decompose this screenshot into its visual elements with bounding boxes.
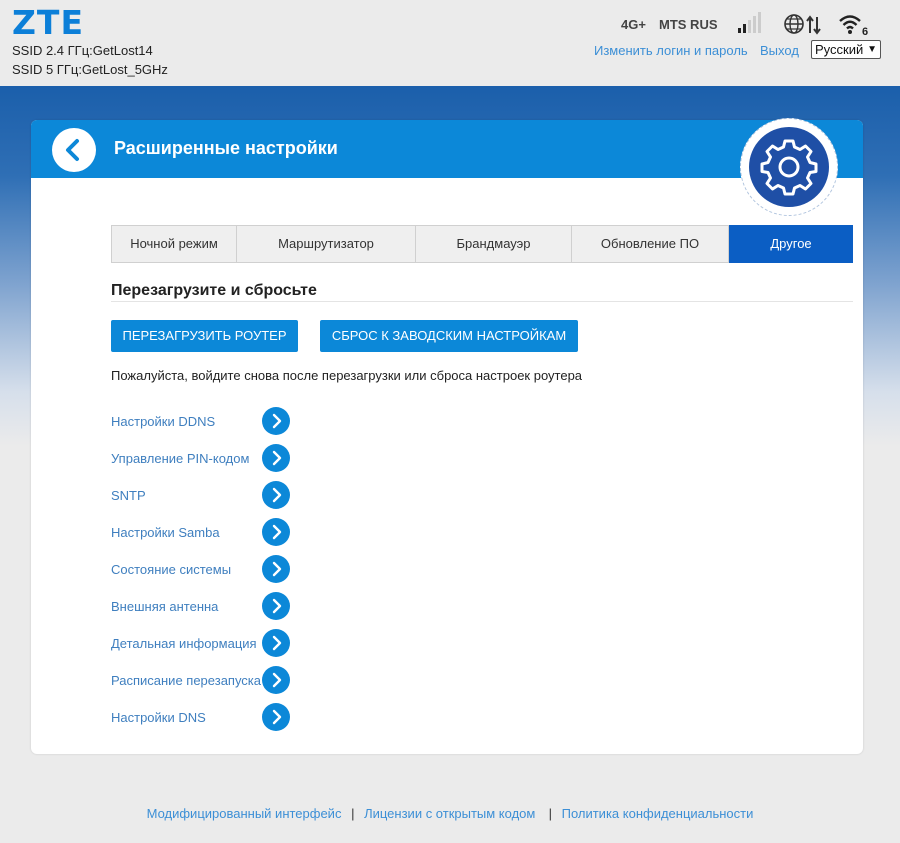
data-transfer-icon [807, 17, 820, 33]
tab-firewall[interactable]: Брандмауэр [415, 225, 572, 263]
logout-link[interactable]: Выход [760, 43, 799, 58]
back-arrow-icon [52, 128, 96, 172]
chevron-right-icon[interactable] [262, 703, 290, 731]
tab-other[interactable]: Другое [729, 225, 853, 263]
chevron-right-icon[interactable] [262, 555, 290, 583]
footer-separator: | [544, 806, 552, 821]
footer-separator: | [351, 806, 355, 821]
gear-circle [749, 127, 829, 207]
link-ddns-settings[interactable] [111, 407, 311, 435]
page-title: Расширенные настройки [114, 138, 338, 158]
link-label: Управление PIN-кодом [111, 451, 250, 466]
link-reboot-schedule[interactable] [111, 666, 311, 694]
chevron-right-icon[interactable] [262, 481, 290, 509]
link-samba-settings[interactable] [111, 518, 311, 546]
gear-badge [740, 118, 838, 216]
link-sntp[interactable] [111, 481, 311, 509]
reboot-router-button[interactable]: ПЕРЕЗАГРУЗИТЬ РОУТЕР [111, 320, 298, 352]
back-button[interactable] [52, 128, 96, 172]
link-external-antenna[interactable] [111, 592, 311, 620]
wifi-clients-count: 6 [862, 26, 869, 37]
gear-icon [749, 127, 829, 207]
link-pin-management[interactable] [111, 444, 311, 472]
network-type: 4G+ [621, 17, 646, 32]
link-label: Расписание перезапуска [111, 673, 262, 688]
chevron-right-icon[interactable] [262, 592, 290, 620]
globe-icon [783, 13, 823, 37]
section-divider [111, 301, 853, 302]
footer-privacy-link[interactable]: Политика конфиденциальности [561, 806, 754, 821]
chevron-right-icon[interactable] [262, 666, 290, 694]
language-value: Русский [815, 42, 864, 57]
change-login-link[interactable]: Изменить логин и пароль [594, 43, 748, 58]
chevron-right-icon[interactable] [262, 518, 290, 546]
factory-reset-button[interactable]: СБРОС К ЗАВОДСКИМ НАСТРОЙКАМ [320, 320, 578, 352]
footer [0, 806, 900, 821]
tab-bar [111, 225, 853, 263]
chevron-right-icon[interactable] [262, 629, 290, 657]
ssid-5ghz: SSID 5 ГГц:GetLost_5GHz [12, 62, 168, 77]
link-label: Настройки DDNS [111, 414, 216, 429]
operator-name: MTS RUS [659, 17, 718, 32]
link-detailed-info[interactable] [111, 629, 311, 657]
link-label: Детальная информация [111, 636, 257, 651]
chevron-right-icon[interactable] [262, 407, 290, 435]
chevron-down-icon: ▼ [867, 44, 877, 55]
link-label: Внешняя антенна [111, 599, 219, 614]
tab-router[interactable]: Маршрутизатор [236, 225, 416, 263]
section-title: Перезагрузите и сбросьте [111, 282, 317, 299]
reboot-note: Пожалуйста, войдите снова после перезагрузки или сброса настроек роутера [111, 368, 583, 383]
tab-night-mode[interactable]: Ночной режим [111, 225, 237, 263]
wifi-icon [838, 13, 872, 37]
link-system-status[interactable] [111, 555, 311, 583]
footer-licenses-link[interactable]: Лицензии с открытым кодом [364, 806, 536, 821]
ssid-24ghz: SSID 2.4 ГГц:GetLost14 [12, 43, 153, 58]
card-header [31, 120, 863, 178]
link-label: Состояние системы [111, 562, 232, 577]
zte-logo: ZTE [12, 3, 84, 42]
link-label: Настройки Samba [111, 525, 220, 540]
language-select[interactable] [811, 40, 881, 59]
link-label: Настройки DNS [111, 710, 206, 725]
settings-card [31, 120, 863, 754]
footer-modified-ui-link[interactable]: Модифицированный интерфейс [146, 806, 342, 821]
signal-icon [736, 12, 762, 34]
link-dns-settings[interactable] [111, 703, 311, 731]
top-bar [0, 0, 900, 86]
tab-firmware-update[interactable]: Обновление ПО [571, 225, 729, 263]
chevron-right-icon[interactable] [262, 444, 290, 472]
link-label: SNTP [111, 488, 146, 503]
